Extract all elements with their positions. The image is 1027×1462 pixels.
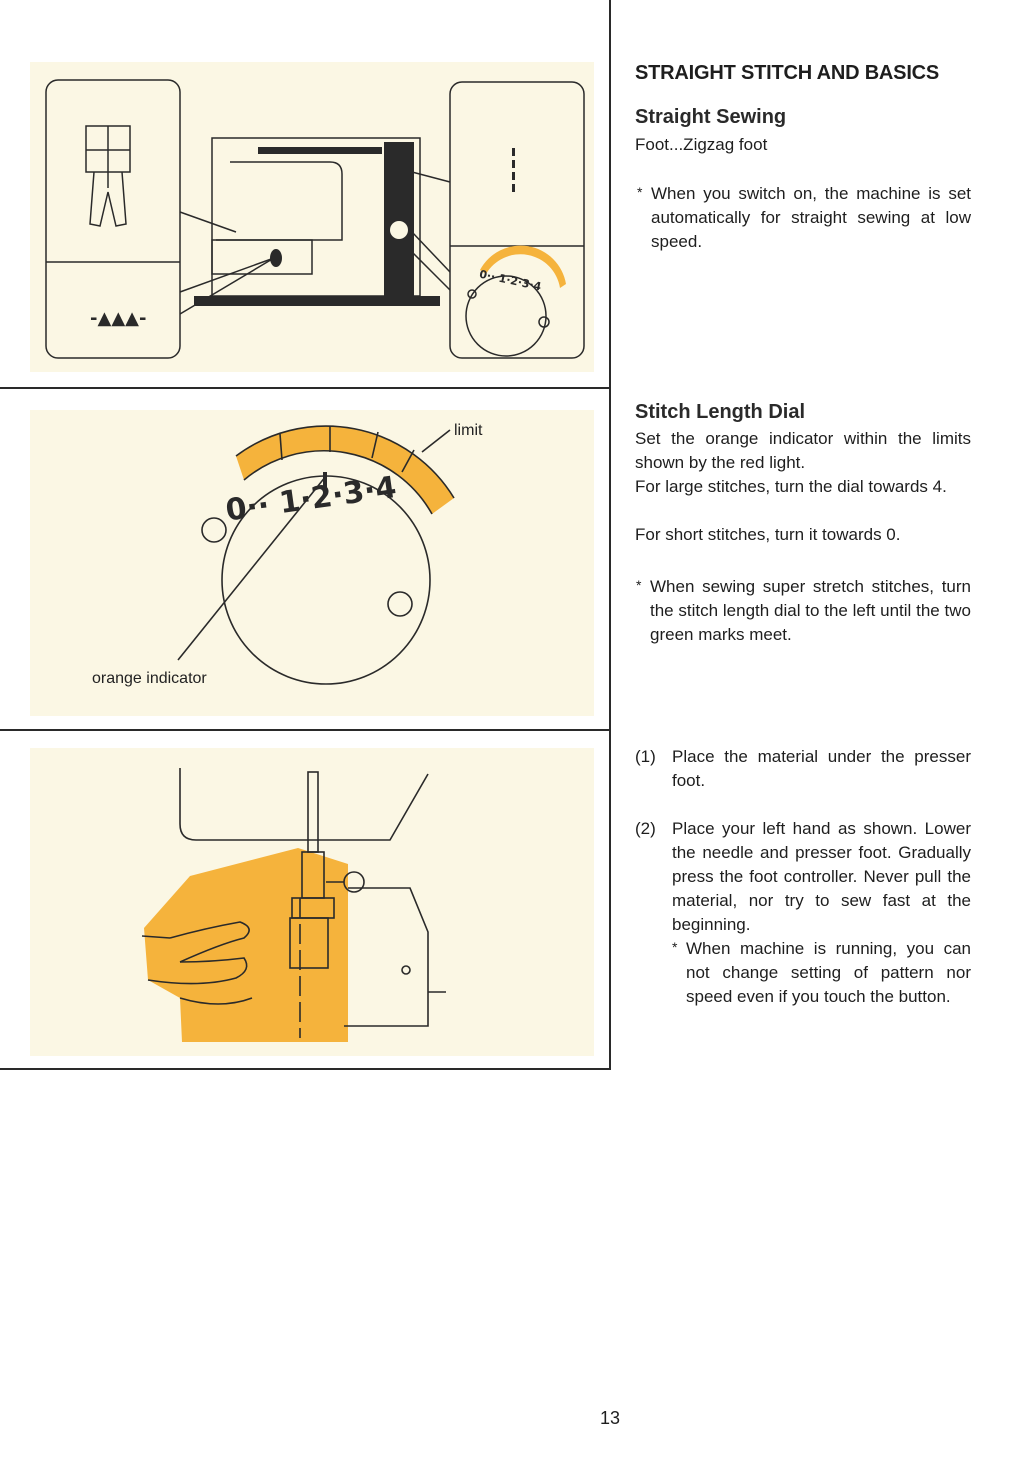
step-2-note-text: When machine is running, you can not change setting of pattern nor speed even if you touch the button. bbox=[686, 939, 971, 1006]
step-text: Place the material under the presser foot. bbox=[672, 747, 971, 790]
limit-label: limit bbox=[454, 422, 483, 439]
figure-hand-placement bbox=[30, 748, 594, 1056]
foot-line: Foot...Zigzag foot bbox=[635, 135, 768, 154]
stitch-length-p3: For short stitches, turn it towards 0. bbox=[635, 525, 901, 544]
machine-overview-drawing bbox=[30, 62, 594, 372]
row-divider-1 bbox=[0, 387, 611, 389]
column-divider bbox=[609, 0, 611, 1070]
asterisk: * bbox=[672, 939, 678, 955]
straight-sewing-note-text: When you switch on, the machine is set automatically for straight sewing at low speed. bbox=[651, 184, 971, 251]
stitch-symbol: -▲▲▲- bbox=[90, 308, 147, 329]
control-panel bbox=[384, 142, 414, 296]
row-divider-2 bbox=[0, 729, 611, 731]
straight-sewing-note bbox=[637, 182, 971, 254]
stitch-length-heading: Stitch Length Dial bbox=[635, 401, 805, 423]
asterisk: * bbox=[637, 184, 643, 200]
stitch-length-note bbox=[636, 575, 971, 647]
hand-placement-drawing bbox=[30, 748, 594, 1056]
page-number: 13 bbox=[600, 1408, 621, 1428]
stitch-length-p2: For large stitches, turn the dial towards 4. bbox=[635, 477, 947, 496]
step-2 bbox=[635, 817, 971, 1009]
stitch-length-note-text: When sewing super stretch stitches, turn the stitch length dial to the left until the two green marks meet. bbox=[650, 577, 971, 644]
small-dial-numbers: 0·· 1·2·3·4 bbox=[478, 267, 543, 294]
step-1 bbox=[635, 745, 971, 793]
figure-machine-overview bbox=[30, 62, 594, 372]
step-2-note bbox=[672, 937, 971, 1009]
dial-numbers: 0·· 1·2·3·4 bbox=[223, 469, 399, 529]
step-number: (1) bbox=[635, 747, 656, 766]
step-number: (2) bbox=[635, 819, 656, 838]
orange-indicator-label: orange indicator bbox=[92, 670, 207, 687]
step-text: Place your left hand as shown. Lower the needle and presser foot. Gradually press the foot controller. Never pull the material, nor try to sew fast at the beginning. bbox=[672, 819, 971, 934]
orange-fabric bbox=[144, 848, 348, 1042]
figure-stitch-length-dial bbox=[30, 410, 594, 716]
section-title: STRAIGHT STITCH AND BASICS bbox=[635, 62, 940, 84]
straight-sewing-heading: Straight Sewing bbox=[635, 106, 787, 128]
row-divider-3 bbox=[0, 1068, 611, 1070]
stitch-length-p1: Set the orange indicator within the limits shown by the red light. bbox=[635, 429, 971, 472]
dial-inset bbox=[450, 82, 584, 358]
asterisk: * bbox=[636, 577, 642, 593]
